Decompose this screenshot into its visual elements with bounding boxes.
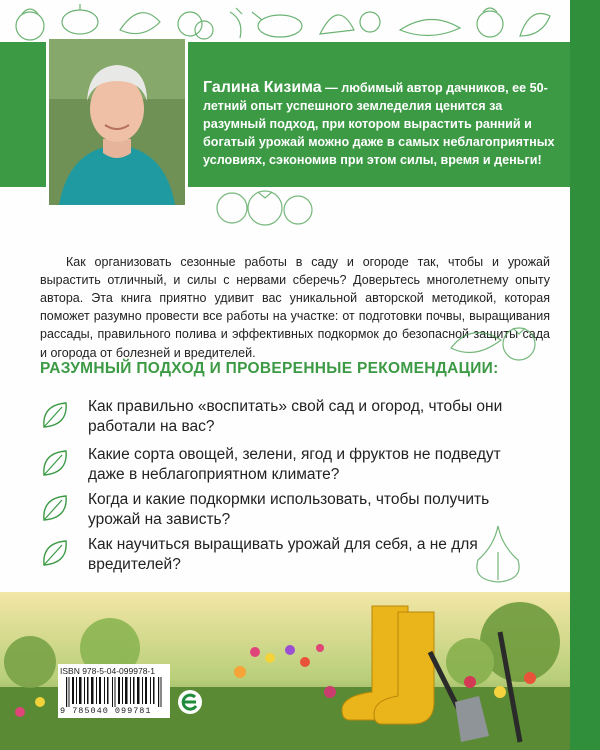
author-bio xyxy=(203,79,557,169)
pepper-sketch-decoration xyxy=(445,318,545,364)
intro-paragraph: Как организовать сезонные работы в саду и огороде так, чтобы и урожай вырастить отличный, и силы с нервами сберечь? Доверьтесь многолетнему опыту автора. Эта книга приятно удивит вас уникальной авторской методикой, которая поможет разумно провести все работы на участке: от подготовки почвы, выращивания рассады, правильного полива и эффективных подкормок до безопасной защиты сада и огорода от болезней и вредителей. xyxy=(40,254,550,360)
publisher-logo-icon xyxy=(178,690,202,714)
author-name: Галина Кизима xyxy=(203,79,322,96)
question-item xyxy=(40,397,510,437)
tomato-sketch-decoration xyxy=(210,188,320,228)
question-text: Как научиться выращивать урожай для себя, а не для вредителей? xyxy=(88,536,478,573)
leaf-icon xyxy=(40,399,70,431)
question-item xyxy=(40,445,510,485)
question-item xyxy=(40,535,510,575)
barcode xyxy=(58,664,170,718)
question-text: Какие сорта овощей, зелени, ягод и фруктов не подведут даже в неблагоприятном климате? xyxy=(88,446,501,483)
barcode-bars xyxy=(64,677,164,707)
question-text: Когда и какие подкормки использовать, чтобы получить урожай на зависть? xyxy=(88,491,490,528)
barcode-number: 9 785040 099781 xyxy=(60,706,152,716)
onion-sketch-decoration xyxy=(468,522,528,586)
spine-edge xyxy=(570,0,600,750)
leaf-icon xyxy=(40,537,70,569)
author-portrait-image xyxy=(49,39,185,205)
author-photo xyxy=(46,36,188,208)
author-bio-text: — любимый автор дачников, ее 50-летний опыт успешного земледелия ценится за разумный подход, при котором вырастить ранний и богатый урожай можно даже в самых неблагоприятных условиях, сэкономив при этом силы, время и деньги! xyxy=(203,81,555,167)
section-heading: РАЗУМНЫЙ ПОДХОД И ПРОВЕРЕННЫЕ РЕКОМЕНДАЦИИ: xyxy=(40,360,499,377)
leaf-icon xyxy=(40,492,70,524)
leaf-icon xyxy=(40,447,70,479)
isbn-text: ISBN 978-5-04-099978-1 xyxy=(60,666,155,676)
publisher-logo xyxy=(178,690,202,714)
question-text: Как правильно «воспитать» свой сад и огород, чтобы они работали на вас? xyxy=(88,398,503,435)
question-item xyxy=(40,490,510,530)
